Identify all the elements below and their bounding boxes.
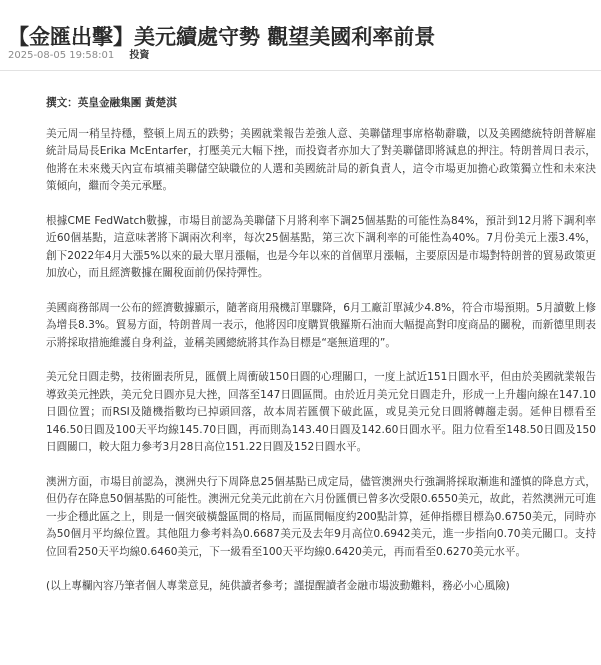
header-divider [0,70,601,71]
disclaimer: (以上專欄內容乃筆者個人專業意見，純供讀者參考；謹提醒讀者金融市場波動難料，務必小心風險) [46,580,510,592]
paragraph-3: 美國商務部周一公布的經濟數據顯示，隨著商用飛機訂單驟降，6月工廠訂單減少4.8%，符合市場預期。5月讀數上修為增長8.3%。貿易方面，特朗普周一表示，他將因印度購買俄羅斯石油而大幅提高對印度商品的關稅，而新德里則表示將採取措施維護自身利益，並稱美國總統將其作為目標是“毫無道理的”。 [46,301,596,349]
byline: 撰文：英皇金融集團 黃楚淇 [46,97,177,109]
paragraph-4: 美元兌日圓走勢，技術圖表所見，匯價上周衝破150日圓的心理關口，一度上試近151日圓水平，但由於美國就業報告導致美元挫跌，美元兌日圓亦見大挫，回落至147日圓區間。由於近月美元兌日圓走升，形成一上升趨向線在147.10日圓位置；而RSI及隨機指數均已掉頭回落，故本周若匯價下破此區，或見美元兌日圓將轉趨走弱。延伸目標看至146.50日圓及100天平均線145.70日圓，再而則為143.40日圓及142.60日圓水平。阻力位看至148.50日圓及150日圓關口，較大阻力參考3月28日高位151.22日圓及152日圓水平。 [46,371,596,453]
category-link[interactable]: 投資 [129,50,150,61]
article-meta [8,49,149,63]
article-body [46,95,596,596]
paragraph-1: 美元周一稍呈持穩，整頓上周五的跌勢；美國就業報告差強人意、美聯儲理事席格勒辭職，以及美國總統特朗普解雇統計局局長Erika McEntarfer，打壓美元大幅下挫，而投資者亦加大了對美聯儲即將減息的押注。特朗普周日表示，他將在未來幾天內宣布填補美聯儲空缺職位的人選和美國統計局的新負責人，這令市場更加擔心政策獨立性和未來決策傾向，繼而令美元承壓。 [46,127,596,192]
publish-datetime: 2025-08-05 19:58:01 [8,50,115,61]
paragraph-5: 澳洲方面，市場目前認為，澳洲央行下周降息25個基點已成定局，儘管澳洲央行強調將採取漸進和謹慎的降息方式，但仍存在降息50個基點的可能性。澳洲元兌美元此前在六月份匯價已曾多次受限0.6550美元，故此，若然澳洲元可進一步企穩此區之上，則是一個突破橫盤區間的格局，而區間幅度約200點計算，延伸指標目標為0.6750美元，同時亦為50個月平均線位置。其他阻力參考料為0.6687美元及去年9月高位0.6942美元，進一步指向0.70美元關口。支持位回看250天平均線0.6460美元，下一級看至100天平均線0.6420美元，再而看至0.6270美元水平。 [46,475,596,558]
paragraph-2: 根據CME FedWatch數據，市場目前認為美聯儲下月將利率下調25個基點的可能性為84%，預計到12月將下調利率近60個基點，這意味著將下調兩次利率，每次25個基點，第三次下調利率的可能性為40%。7月份美元上漲3.4%，創下2022年4月大漲5%以來的最大單月漲幅，也是今年以來的首個單月漲幅，主要原因是市場對特朗普的貿易政策更加放心，而且經濟數據在關稅面前仍保持彈性。 [46,214,596,279]
article-title: 【金匯出擊】美元續處守勢 觀望美國利率前景 [8,25,436,50]
